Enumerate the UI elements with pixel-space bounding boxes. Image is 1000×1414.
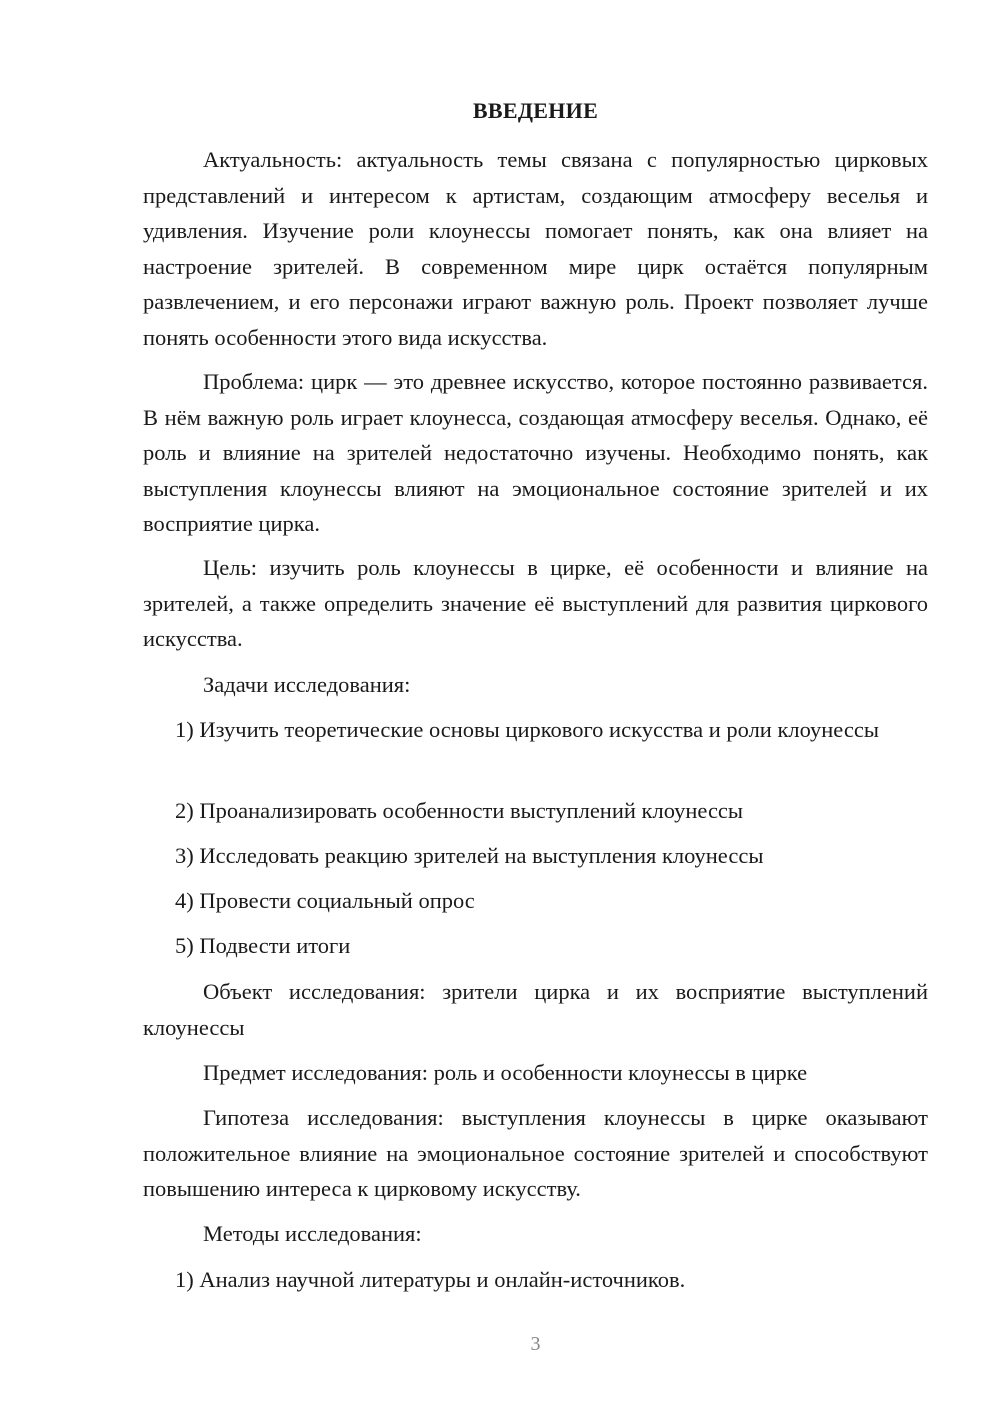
task-item-1: 1) Изучить теоретические основы циркового искусства и роли клоунессы (175, 717, 879, 742)
paragraph-tasks-heading: Задачи исследования: (203, 672, 411, 697)
task-item-5: 5) Подвести итоги (175, 933, 351, 958)
section-heading: ВВЕДЕНИЕ (472, 98, 599, 123)
paragraph-hypothesis: Гипотеза исследования: выступления клоунессы в цирке оказывают положительное влияние на эмоциональное состояние зрителей и способствуют повышению интереса к цирковому искусству. (143, 1105, 928, 1201)
paragraph-subject: Предмет исследования: роль и особенности клоунессы в цирке (203, 1060, 808, 1085)
paragraph-goal: Цель: изучить роль клоунессы в цирке, её особенности и влияние на зрителей, а также определить значение её выступлений для развития циркового искусства. (143, 555, 928, 651)
paragraph-methods-heading: Методы исследования: (203, 1221, 422, 1246)
paragraph-relevance: Актуальность: актуальность темы связана с популярностью цирковых представлений и интересом к артистам, создающим атмосферу веселья и удивления. Изучение роли клоунессы помогает понять, как она влияет на настроение зрителей. В современном мире цирк остаётся популярным развлечением, и его персонажи играют важную роль. Проект позволяет лучше понять особенности этого вида искусства. (143, 147, 928, 350)
task-item-4: 4) Провести социальный опрос (175, 888, 475, 913)
task-item-2: 2) Проанализировать особенности выступлений клоунессы (175, 798, 744, 823)
page-number: 3 (530, 1333, 541, 1355)
method-item-1: 1) Анализ научной литературы и онлайн-источников. (175, 1267, 686, 1292)
paragraph-object: Объект исследования: зрители цирка и их восприятие выступлений клоунессы (143, 979, 928, 1040)
paragraph-problem: Проблема: цирк — это древнее искусство, которое постоянно развивается. В нём важную роль играет клоунесса, создающая атмосферу веселья. Однако, её роль и влияние на зрителей недостаточно изучены. Необходимо понять, как выступления клоунессы влияют на эмоциональное состояние зрителей и их восприятие цирка. (143, 369, 928, 536)
task-item-3: 3) Исследовать реакцию зрителей на выступления клоунессы (175, 843, 764, 868)
